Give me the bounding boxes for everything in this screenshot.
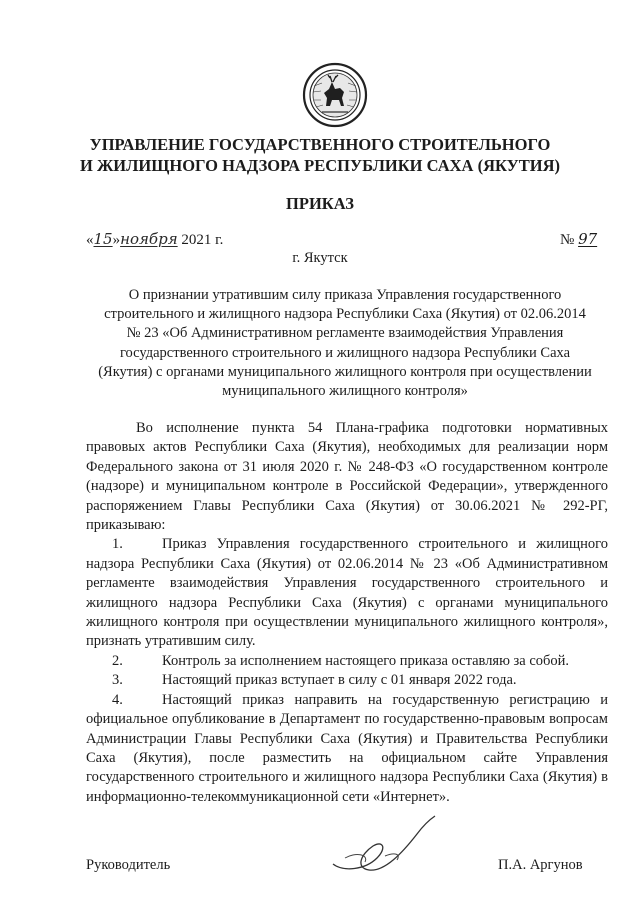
item-number: 1. xyxy=(112,536,123,553)
document-date xyxy=(86,230,223,249)
list-item xyxy=(86,535,608,651)
city: г. Якутск xyxy=(292,250,348,266)
title-line-1: О признании утратившим силу приказа Управления государственного xyxy=(128,287,562,303)
list-item xyxy=(86,671,608,690)
item-number: 3. xyxy=(112,672,123,689)
organization-name xyxy=(0,134,640,176)
signer-position: Руководитель xyxy=(86,857,171,873)
date-year: 2021 г. xyxy=(177,232,224,248)
document-title xyxy=(84,286,606,401)
title-line-4: государственного строительного и жилищного надзора Республики Саха xyxy=(119,344,571,361)
title-line-6: муниципального жилищного контроля» xyxy=(222,383,468,400)
document-body xyxy=(86,419,608,807)
item-number: 4. xyxy=(112,691,123,708)
item-text: Контроль за исполнением настоящего приказа оставляю за собой. xyxy=(162,652,570,669)
list-item xyxy=(86,652,608,671)
title-line-5: (Якутия) с органами муниципального жилищного контроля при осуществлении xyxy=(98,363,592,380)
number-handwritten: 97 xyxy=(578,230,598,248)
coat-of-arms-emblem xyxy=(302,62,368,128)
date-close-quote: » xyxy=(112,232,121,248)
list-item xyxy=(86,691,608,807)
item-text: Настоящий приказ вступает в силу с 01 января 2022 года. xyxy=(162,672,517,689)
date-month-handwritten: ноября xyxy=(120,230,178,248)
signer-name: П.А. Аргунов xyxy=(498,857,583,873)
document-number xyxy=(560,230,597,249)
title-line-3: № 23 «Об Административном регламенте взаимодействия Управления xyxy=(126,325,564,342)
item-text: Настоящий приказ направить на государственную регистрацию и официальное опубликование в Департамент по государственно-правовым вопросам Администрации Главы Республики Саха (Якутия) и Правительства Республики Саха (Якутия), после разместить на официальном сайте Управления государственного строительного и жилищного надзора Республики Саха (Якутия) в информационно-телекоммуникационной сети «Интернет». xyxy=(86,691,608,805)
item-text: Приказ Управления государственного строительного и жилищного надзора Республики Саха (Якутия) от 02.06.2014 № 23 «Об Административном регламенте взаимодействия Управления государственного строительного и жилищного надзора Республики Саха (Якутия) с органами муниципального жилищного контроля при осуществлении муниципального жилищного контроля», признать утратившим силу. xyxy=(86,536,608,650)
number-label: № xyxy=(560,232,579,248)
org-line-1: УПРАВЛЕНИЕ ГОСУДАРСТВЕННОГО СТРОИТЕЛЬНОГО xyxy=(89,135,551,154)
org-line-2: И ЖИЛИЩНОГО НАДЗОРА РЕСПУБЛИКИ САХА (ЯКУТИЯ) xyxy=(80,156,560,175)
date-open-quote: « xyxy=(86,232,94,248)
handwritten-signature xyxy=(325,812,445,882)
item-number: 2. xyxy=(112,652,123,669)
title-line-2: строительного и жилищного надзора Республики Саха (Якутия) от 02.06.2014 xyxy=(104,306,586,323)
document-type: ПРИКАЗ xyxy=(286,194,354,213)
date-day-handwritten: 15 xyxy=(93,230,113,248)
preamble-paragraph: Во исполнение пункта 54 Плана-графика подготовки нормативных правовых актов Республики Саха (Якутия), необходимых для реализации норм Федерального закона от 31 июля 2020 г. № 248-ФЗ «О государственном контроле (надзоре) и муниципальном контроле в Российской Федерации», утвержденного распоряжением Главы Республики Саха (Якутия) от 30.06.2021 № 292-РГ, приказываю: xyxy=(86,420,608,534)
